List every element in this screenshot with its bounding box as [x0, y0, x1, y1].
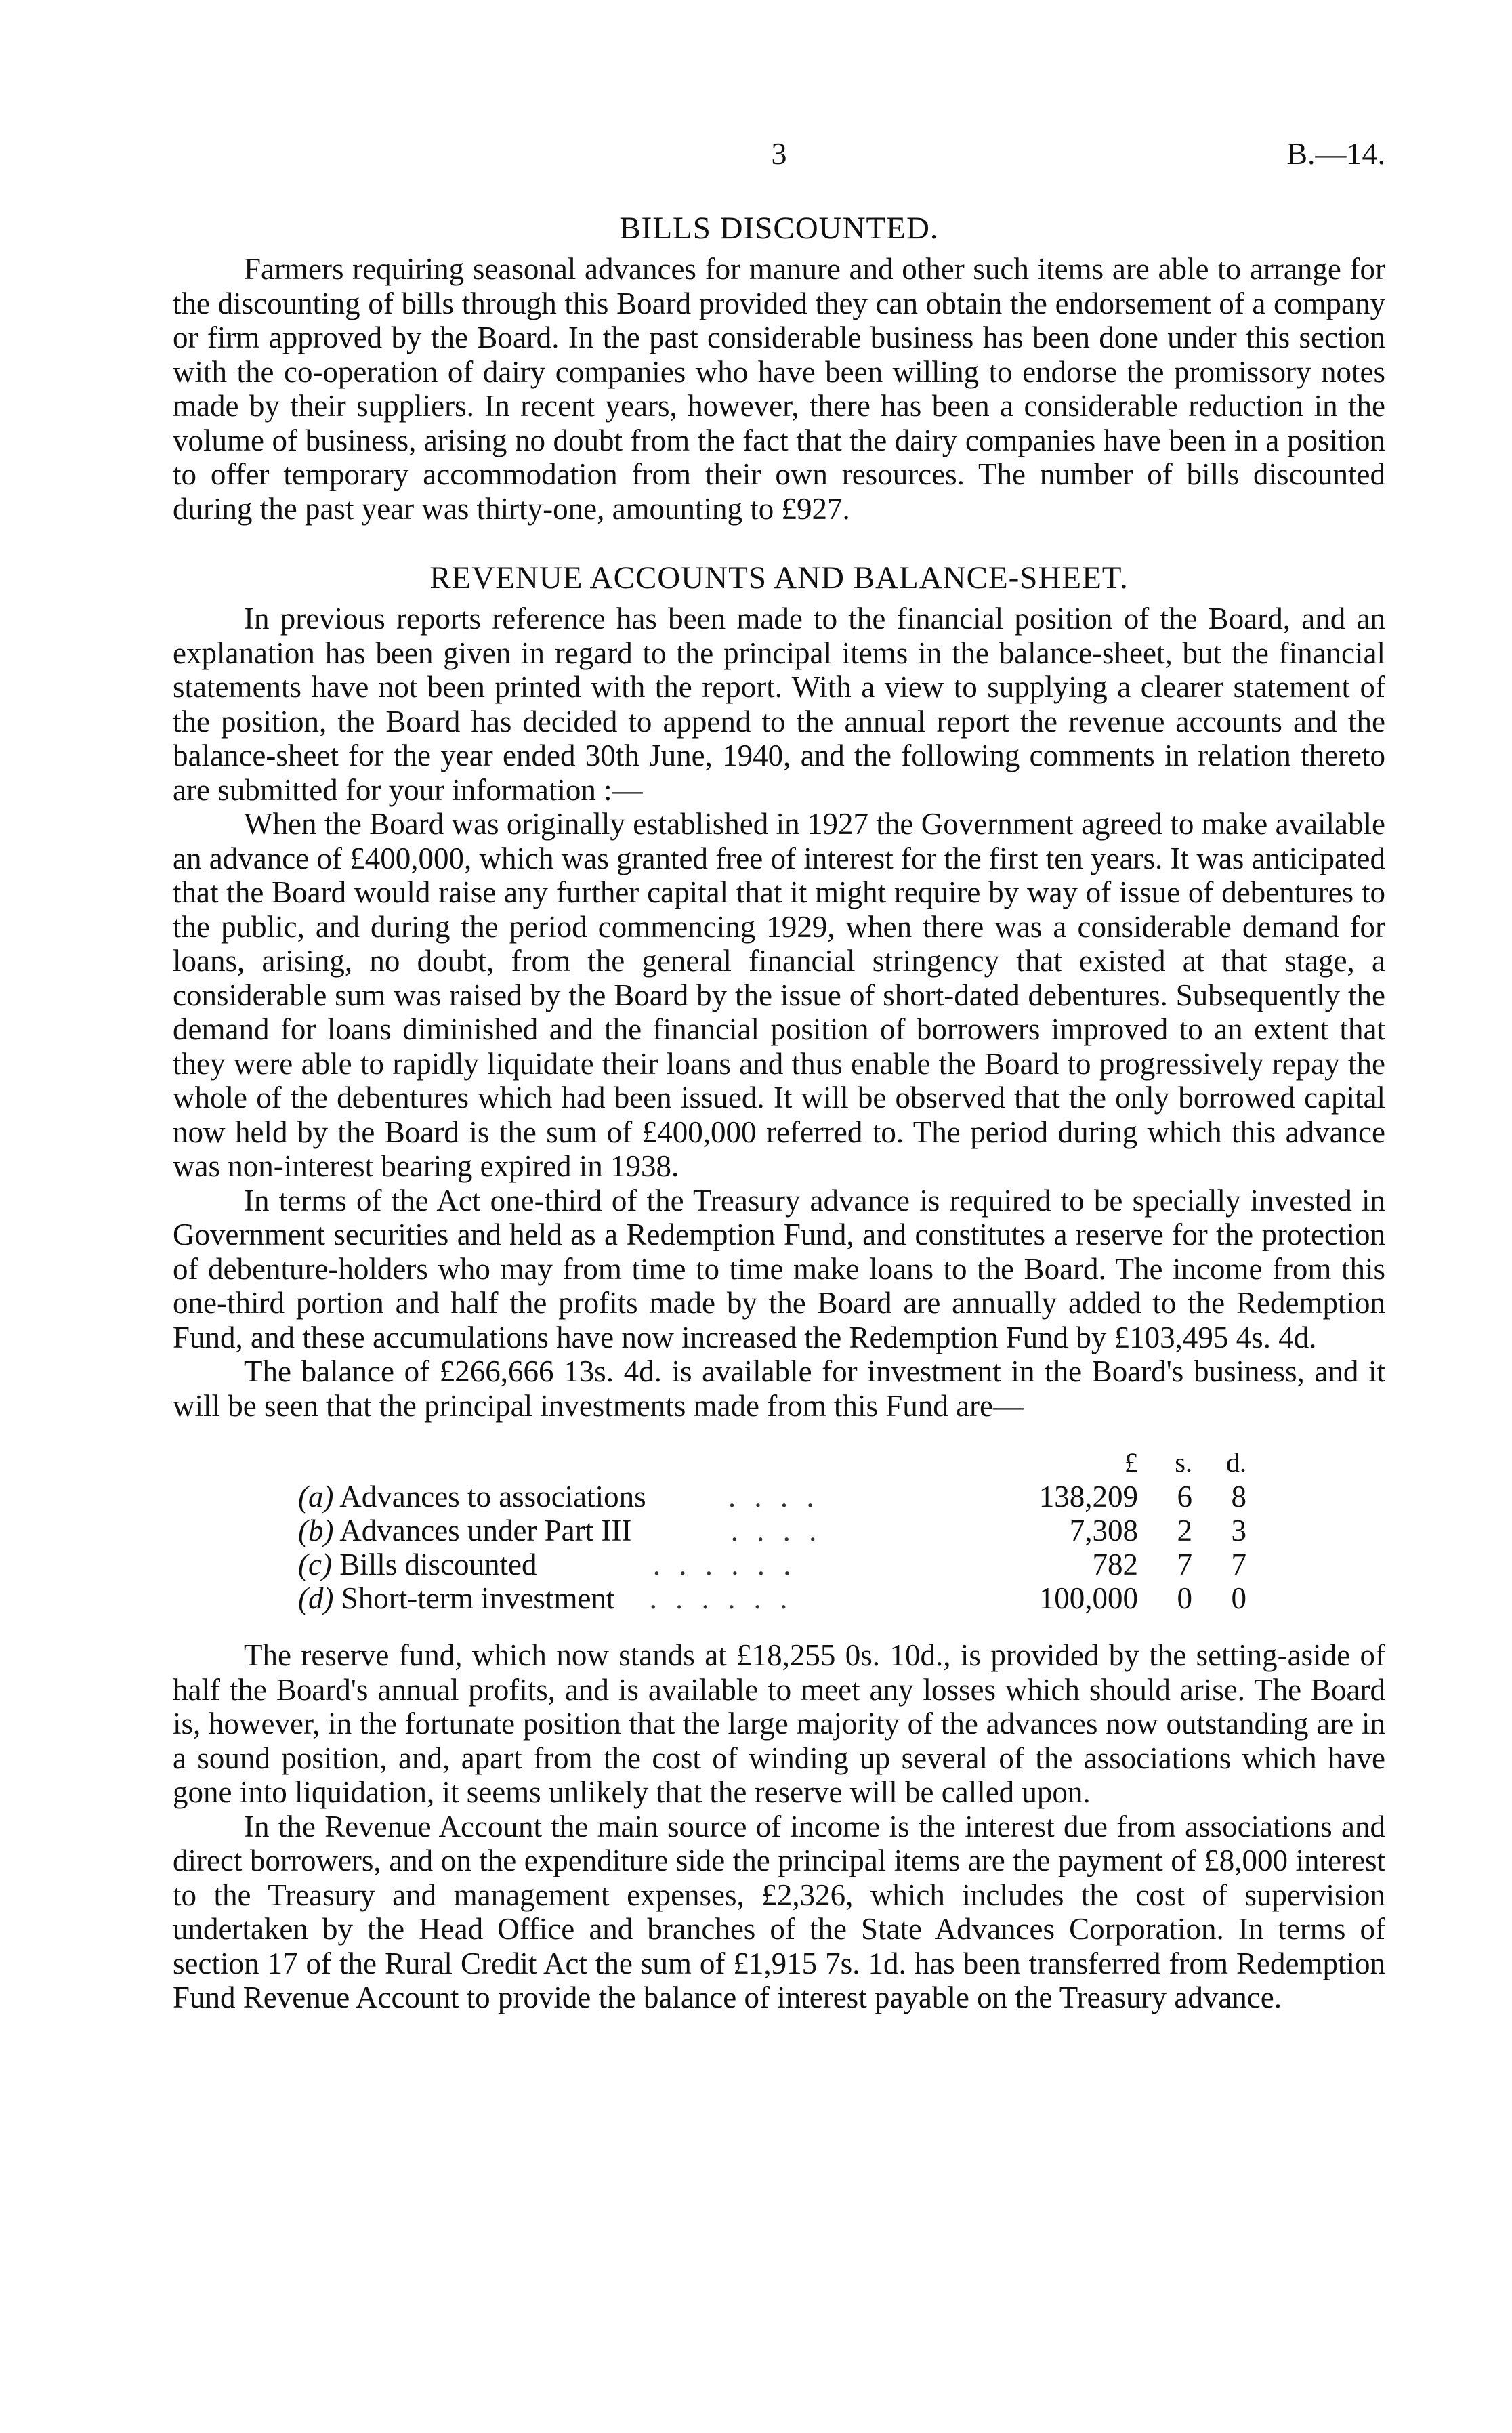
- leader-dots: . . . . . .: [652, 1547, 797, 1581]
- document-page: [173, 136, 1385, 2015]
- row-letter: (a): [298, 1480, 334, 1514]
- table-header-row: [298, 1446, 1274, 1480]
- row-shillings: 2: [1177, 1514, 1192, 1547]
- paragraph: The balance of £266,666 13s. 4d. is available for investment in the Board's business, and it will be seen that the principal investments made from this Fund are—: [173, 1354, 1385, 1423]
- header-pence: d.: [1226, 1447, 1246, 1478]
- paragraph: Farmers requiring seasonal advances for manure and other such items are able to arrange for the discounting of bills through this Board provided they can obtain the endorsement of a company or firm approved by the Board. In the past considerable business has been done under this section with the co-operation of dairy companies who have been willing to endorse the promissory notes made by their suppliers. In recent years, however, there has been a considerable reduction in the volume of business, arising no doubt from the fact that the dairy companies have been in a position to offer temporary accommodation from their own resources. The number of bills discounted during the past year was thirty-one, amounting to £927.: [173, 252, 1385, 526]
- paragraph: In previous reports reference has been made to the financial position of the Board, and an explanation has been given in regard to the principal items in the balance-sheet, but the financial statements have not been printed with the report. With a view to supplying a clearer statement of the position, the Board has decided to append to the annual report the revenue accounts and the balance-sheet for the year ended 30th June, 1940, and the following comments in relation thereto are submitted for your information :—: [173, 602, 1385, 807]
- section-title-revenue-accounts: REVENUE ACCOUNTS AND BALANCE-SHEET.: [429, 560, 1129, 596]
- section-title-bills-discounted: BILLS DISCOUNTED.: [619, 211, 939, 246]
- row-letter: (b): [298, 1514, 334, 1547]
- paragraph: The reserve fund, which now stands at £18,255 0s. 10d., is provided by the setting-aside of half the Board's annual profits, and is available to meet any losses which should arise. The Board is, however, in the fortunate position that the large majority of the advances now outstanding are in a sound position, and, apart from the cost of winding up several of the associations which have gone into liquidation, it seems unlikely that the reserve will be called upon.: [173, 1638, 1385, 1809]
- paragraph: In the Revenue Account the main source of income is the interest due from associations and direct borrowers, and on the expenditure side the principal items are the payment of £8,000 interest to the Treasury and management expenses, £2,326, which includes the cost of supervision undertaken by the Head Office and branches of the State Advances Corporation. In terms of section 17 of the Rural Credit Act the sum of £1,915 7s. 1d. has been transferred from Redemption Fund Revenue Account to provide the balance of interest payable on the Treasury advance.: [173, 1809, 1385, 2014]
- row-label: Bills discounted: [339, 1547, 537, 1581]
- leader-dots: . . . .: [728, 1480, 820, 1514]
- row-pence: 0: [1231, 1581, 1246, 1615]
- row-label: Advances to associations: [339, 1480, 646, 1514]
- row-pounds: 138,209: [1038, 1480, 1138, 1514]
- row-pence: 8: [1231, 1480, 1246, 1514]
- row-pounds: 7,308: [1069, 1514, 1138, 1547]
- leader-dots: . . . . . .: [649, 1581, 793, 1615]
- row-label: Advances under Part III: [339, 1514, 632, 1547]
- document-reference: B.—14.: [1286, 136, 1385, 171]
- leader-dots: . . . .: [730, 1514, 822, 1547]
- row-shillings: 0: [1177, 1581, 1192, 1615]
- row-pounds: 100,000: [1038, 1581, 1138, 1615]
- row-pence: 3: [1231, 1514, 1246, 1547]
- page-number: 3: [771, 136, 787, 171]
- row-pounds: 782: [1092, 1547, 1138, 1581]
- table-row: [298, 1480, 1274, 1514]
- row-pence: 7: [1231, 1547, 1246, 1581]
- paragraph: When the Board was originally established in 1927 the Government agreed to make available an advance of £400,000, which was granted free of interest for the first ten years. It was anticipated that the Board would raise any further capital that it might require by way of issue of debentures to the public, and during the period commencing 1929, when there was a considerable demand for loans, arising, no doubt, from the general financial stringency that existed at that stage, a considerable sum was raised by the Board by the issue of short-dated debentures. Subsequently the demand for loans diminished and the financial position of borrowers improved to an extent that they were able to rapidly liquidate their loans and thus enable the Board to progressively repay the whole of the debentures which had been issued. It will be observed that the only borrowed capital now held by the Board is the sum of £400,000 referred to. The period during which this advance was non-interest bearing expired in 1938.: [173, 807, 1385, 1183]
- table-row: [298, 1547, 1274, 1581]
- row-letter: (c): [298, 1547, 332, 1581]
- page-header: [173, 136, 1385, 196]
- table-row: [298, 1581, 1274, 1615]
- investments-table: [298, 1446, 1274, 1615]
- row-label: Short-term investment: [341, 1581, 615, 1615]
- header-shillings: s.: [1175, 1447, 1192, 1478]
- table-row: [298, 1514, 1274, 1547]
- row-shillings: 7: [1177, 1547, 1192, 1581]
- header-pounds: £: [1125, 1447, 1138, 1478]
- row-letter: (d): [298, 1581, 334, 1615]
- row-shillings: 6: [1177, 1480, 1192, 1514]
- paragraph: In terms of the Act one-third of the Treasury advance is required to be specially invested in Government securities and held as a Redemption Fund, and constitutes a reserve for the protection of debenture-holders who may from time to time make loans to the Board. The income from this one-third portion and half the profits made by the Board are annually added to the Redemption Fund, and these accumulations have now increased the Redemption Fund by £103,495 4s. 4d.: [173, 1183, 1385, 1354]
